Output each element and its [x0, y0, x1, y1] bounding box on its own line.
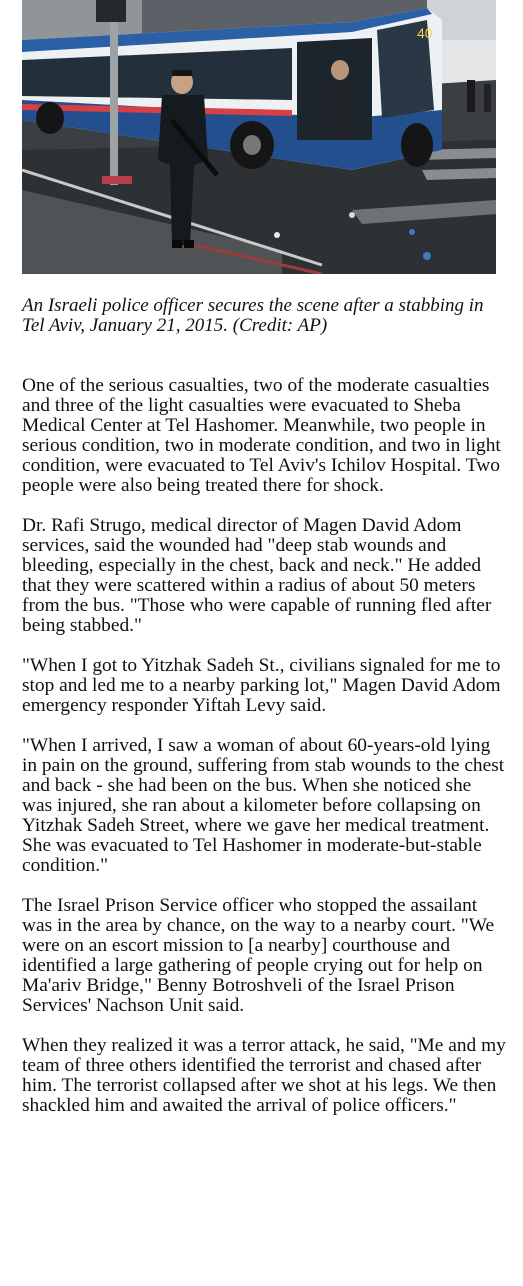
article-paragraph: "When I arrived, I saw a woman of about 60-years-old lying in pain on the ground, suffering from stab wounds to the chest and back - she had been on the bus. When she noticed she was injured, she ran about a kilometer before collapsing on Yitzhak Sadeh Street, where we gave her medical treatment. She was evacuated to Tel Hashomer in moderate-but-stable condition." [22, 735, 505, 876]
photo-caption: An Israeli police officer secures the scene after a stabbing in Tel Aviv, January 21, 2015. (Credit: AP) [22, 295, 484, 336]
article-paragraph: One of the serious casualties, two of the moderate casualties and three of the light casualties were evacuated to Sheba Medical Center at Tel Hashomer. Meanwhile, two people in serious condition, two in moderate condition, and two in light condition, were evacuated to Tel Aviv's Ichilov Hospital. Two people were also being treated there for shock. [22, 375, 501, 496]
bus-route-number: 40 [417, 25, 433, 41]
news-photo [22, 0, 496, 274]
article-body [22, 376, 506, 1136]
article-paragraph: When they realized it was a terror attack, he said, "Me and my team of three others identified the terrorist and chased after him. The terrorist collapsed after we shot at his legs. We then shackled him and awaited the arrival of police officers." [22, 1035, 506, 1116]
article-paragraph: The Israel Prison Service officer who stopped the assailant was in the area by chance, on the way to a nearby court. "We were on an escort mission to [a nearby] courthouse and identified a large gathering of people crying out for help on Ma'ariv Bridge," Benny Botroshveli of the Israel Prison Services' Nachson Unit said. [22, 895, 495, 1016]
article-paragraph: "When I got to Yitzhak Sadeh St., civilians signaled for me to stop and led me to a nearby parking lot," Magen David Adom emergency responder Yiftah Levy said. [22, 655, 501, 716]
article-paragraph: Dr. Rafi Strugo, medical director of Magen David Adom services, said the wounded had "deep stab wounds and bleeding, especially in the chest, back and neck." He added that they were scattered within a radius of about 50 meters from the bus. "Those who were capable of running fled after being stabbed." [22, 515, 492, 636]
